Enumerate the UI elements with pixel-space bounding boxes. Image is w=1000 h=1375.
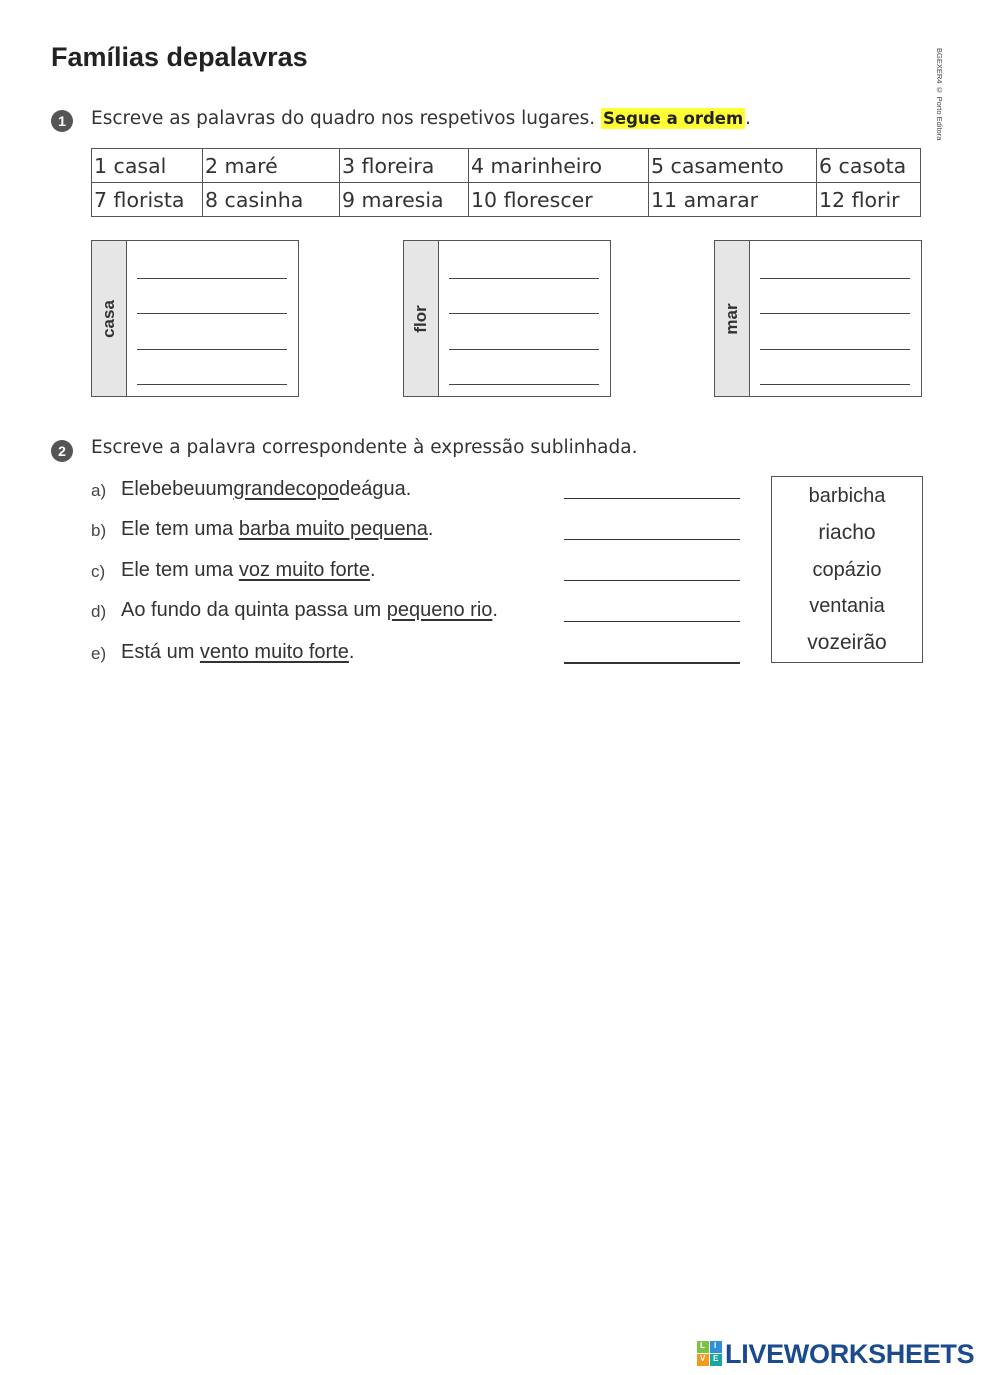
table-cell: 3 floreira [340, 149, 469, 183]
underlined-expression: vento muito forte [199, 641, 349, 663]
underlined-expression: barba muito pequena [238, 518, 428, 540]
family-box-mar [714, 240, 922, 397]
answer-line-d[interactable] [564, 621, 740, 622]
word-bank-item: barbicha [808, 485, 886, 507]
family-label-flor: flor [411, 304, 430, 333]
answer-line[interactable] [760, 349, 910, 350]
question-d: Ao fundo da quinta passa um pequeno rio. [121, 599, 498, 621]
word-bank-item: ventania [809, 595, 885, 617]
page-title: Famílias depalavras [51, 42, 308, 72]
answer-line[interactable] [760, 278, 910, 279]
answer-line-b[interactable] [564, 539, 740, 540]
family-box-label [404, 241, 439, 396]
underlined-expression: pequeno rio [386, 599, 493, 621]
table-cell: 5 casamento [649, 149, 817, 183]
question-letter: c) [91, 562, 106, 581]
question-c: Ele tem uma voz muito forte. [121, 559, 376, 581]
family-label-casa: casa [99, 299, 118, 338]
family-box-casa [91, 240, 299, 397]
answer-line[interactable] [760, 313, 910, 314]
exercise-2-instruction: Escreve a palavra correspondente à expressão sublinhada. [91, 437, 638, 458]
family-box-flor [403, 240, 611, 397]
table-cell: 8 casinha [203, 183, 340, 217]
answer-line[interactable] [449, 278, 599, 279]
word-bank-item: vozeirão [807, 631, 887, 654]
logo-blocks-icon: L I V E [697, 1341, 723, 1367]
answer-line-c[interactable] [564, 580, 740, 581]
instruction-text: Escreve as palavras do quadro nos respetivos lugares. [91, 108, 596, 129]
table-cell: 4 marinheiro [469, 149, 649, 183]
table-cell: 1 casal [92, 149, 203, 183]
question-letter: d) [91, 602, 107, 621]
table-cell: 7 florista [92, 183, 203, 217]
liveworksheets-logo [697, 1339, 974, 1369]
answer-line-a[interactable] [564, 498, 740, 499]
underlined-expression: voz muito forte [238, 559, 370, 581]
answer-line-e[interactable] [564, 662, 740, 664]
table-cell: 10 florescer [469, 183, 649, 217]
question-a: Elebebeuumgrandecopodeágua. [121, 478, 412, 500]
exercise-2-number: 2 [51, 440, 73, 462]
answer-line[interactable] [137, 384, 287, 385]
answer-line[interactable] [137, 349, 287, 350]
logo-text: LIVEWORKSHEETS [725, 1338, 975, 1369]
table-cell: 6 casota [817, 149, 921, 183]
table-cell: 9 maresia [340, 183, 469, 217]
table-row [92, 183, 921, 217]
table-cell: 11 amarar [649, 183, 817, 217]
question-b: Ele tem uma barba muito pequena. [121, 518, 434, 540]
family-label-mar: mar [722, 302, 741, 335]
exercise-1-number: 1 [51, 110, 73, 132]
question-letter: b) [91, 521, 107, 540]
answer-line[interactable] [449, 384, 599, 385]
family-box-label [92, 241, 127, 396]
highlighted-instruction: Segue a ordem [603, 109, 744, 128]
instruction-period: . [745, 108, 752, 129]
question-letter: a) [91, 481, 107, 500]
answer-line[interactable] [449, 349, 599, 350]
word-bank-item: copázio [812, 559, 882, 581]
copyright-credit: BGEXER4 © Porto Editora [935, 48, 944, 141]
word-bank-item: riacho [818, 521, 876, 544]
exercise-1-instruction [91, 108, 751, 129]
answer-line[interactable] [760, 384, 910, 385]
answer-line[interactable] [137, 313, 287, 314]
question-e: Está um vento muito forte. [121, 641, 355, 663]
table-cell: 12 florir [817, 183, 921, 217]
answer-line[interactable] [137, 278, 287, 279]
question-letter: e) [91, 644, 107, 663]
word-bank [771, 476, 923, 663]
family-box-label [715, 241, 750, 396]
table-row [92, 149, 921, 183]
table-cell: 2 maré [203, 149, 340, 183]
underlined-expression: grandecopo [233, 478, 339, 500]
answer-line[interactable] [449, 313, 599, 314]
word-table [91, 148, 921, 217]
